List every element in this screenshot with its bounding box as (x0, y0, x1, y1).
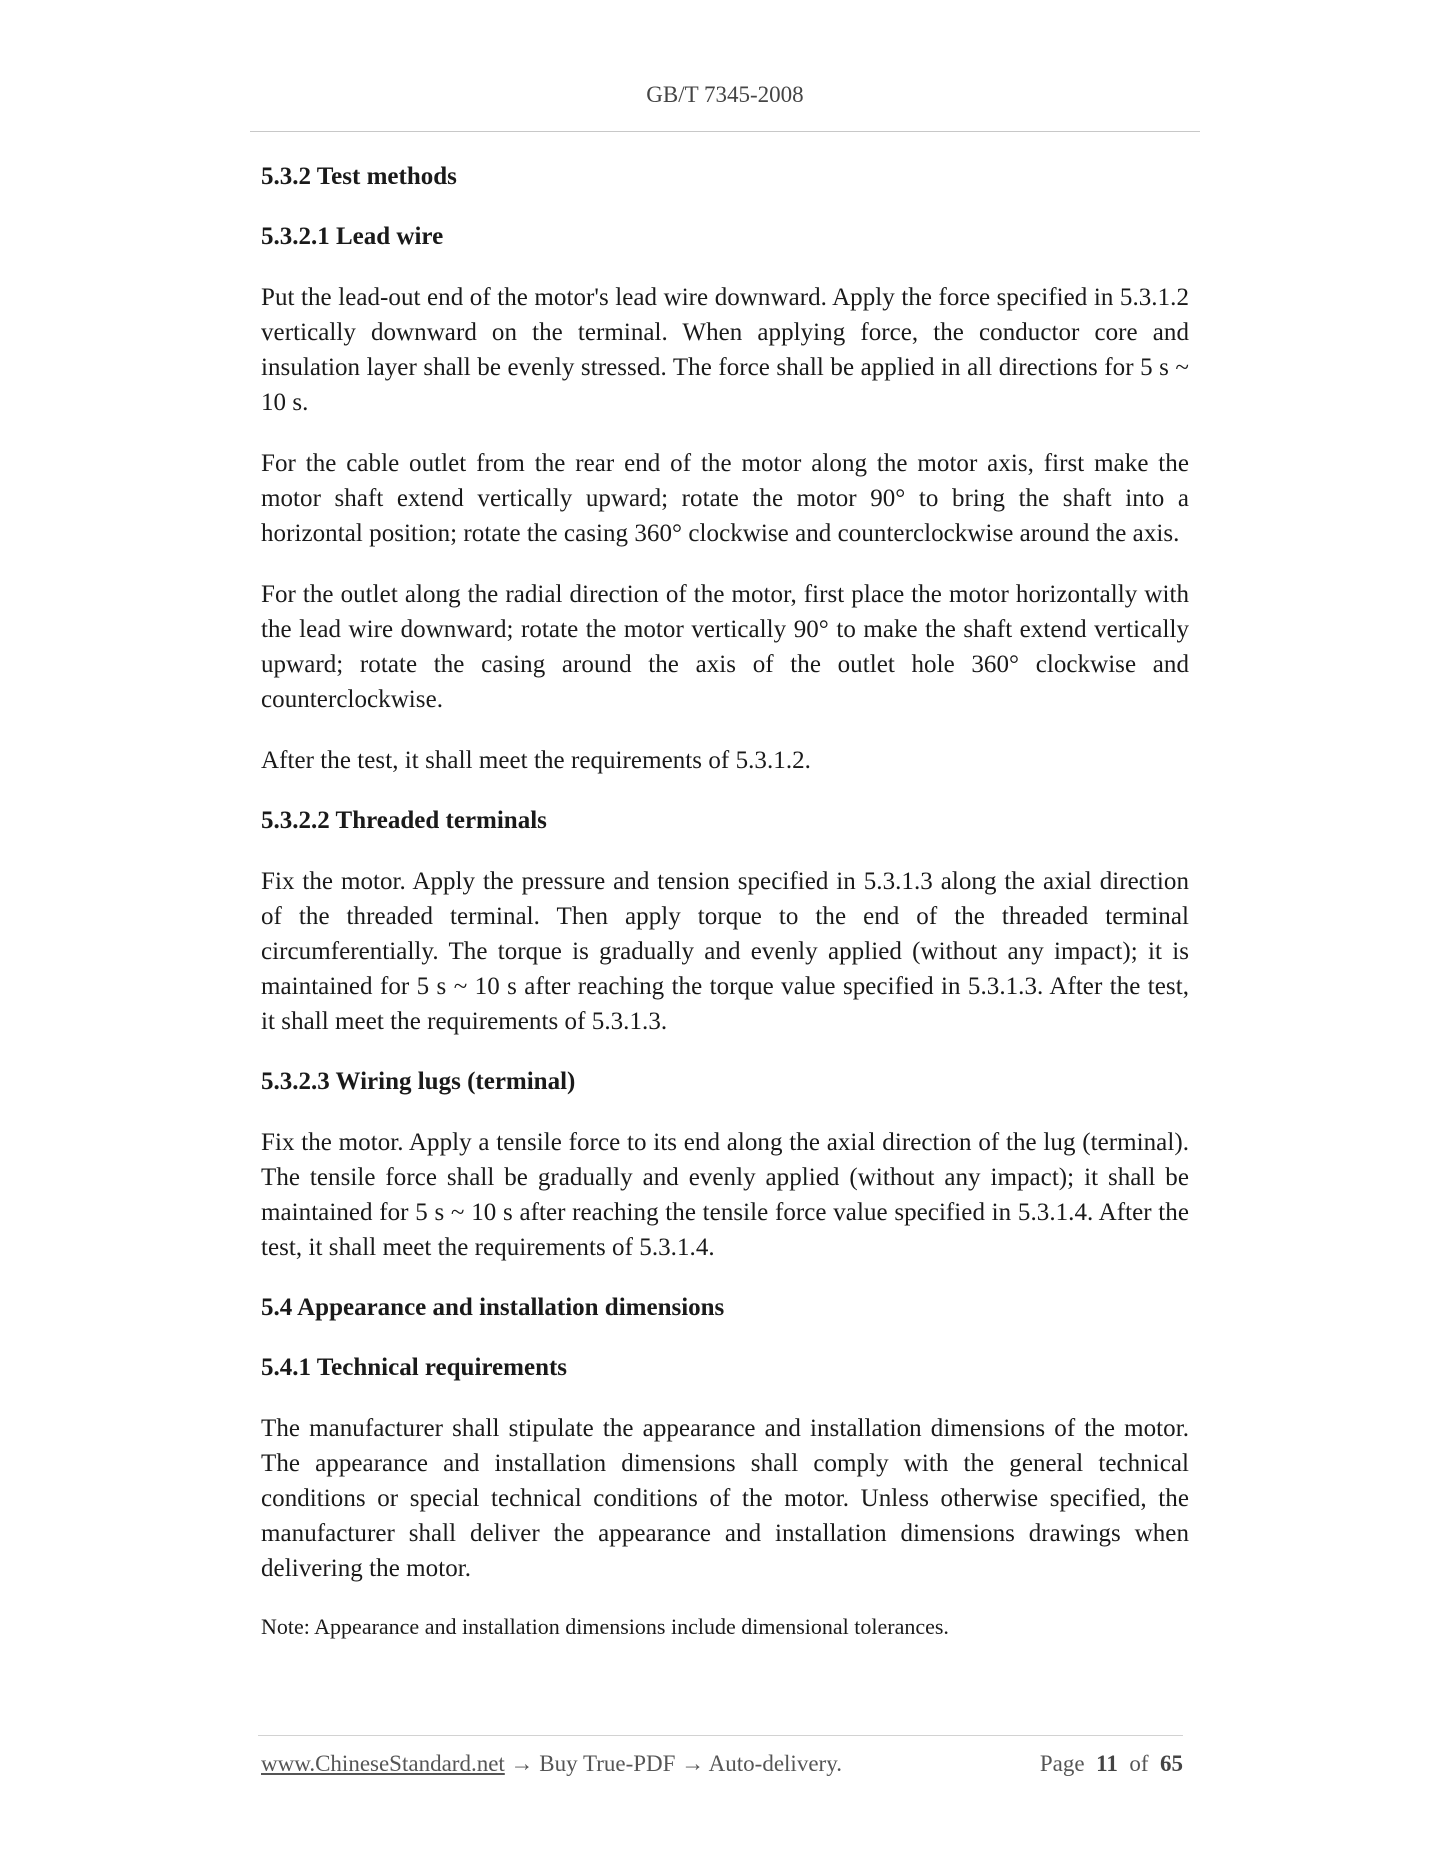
note-dimensional-tolerances: Note: Appearance and installation dimensions include dimensional tolerances. (261, 1614, 949, 1639)
paragraph-lead-wire-force: Put the lead-out end of the motor's lead wire downward. Apply the force specified in 5.3.1.2 vertically downward on the terminal. When applying force, the conductor core and insulation layer shall be evenly stressed. The force shall be applied in all directions for 5 s ~ 10 s. (261, 284, 1189, 416)
page-header: GB/T 7345-2008 (646, 82, 804, 107)
heading-5-3-2-3: 5.3.2.3 Wiring lugs (terminal) (261, 1068, 576, 1095)
website-link[interactable]: www.ChineseStandard.net (261, 1751, 505, 1776)
footer-divider (258, 1735, 1183, 1736)
paragraph-technical-requirements: The manufacturer shall stipulate the appearance and installation dimensions of the motor. The appearance and installation dimensions shall comply with the general technical conditions or special technical conditions of the motor. Unless otherwise specified, the manufacturer shall deliver the appearance and installation dimensions drawings when delivering the motor. (261, 1415, 1189, 1582)
document-body (261, 160, 1189, 1642)
paragraph-rear-outlet: For the cable outlet from the rear end of the motor along the motor axis, first make the motor shaft extend vertically upward; rotate the motor 90° to bring the shaft into a horizontal position; rotate the casing 360° clockwise and counterclockwise around the axis. (261, 450, 1189, 547)
heading-5-4: 5.4 Appearance and installation dimensions (261, 1294, 725, 1321)
current-page: 11 (1096, 1751, 1118, 1776)
page-number (1040, 1751, 1183, 1777)
header-divider (250, 131, 1200, 132)
paragraph-radial-outlet: For the outlet along the radial direction of the motor, first place the motor horizontally with the lead wire downward; rotate the motor vertically 90° to make the shaft extend vertically upward; rotate the casing around the axis of the outlet hole 360° clockwise and counterclockwise. (261, 581, 1189, 713)
footer-promo (261, 1751, 842, 1777)
arrow-right-icon: → (510, 1751, 534, 1776)
arrow-right-icon: → (681, 1751, 705, 1776)
heading-5-3-2-2: 5.3.2.2 Threaded terminals (261, 807, 547, 834)
page-label: Page (1039, 1751, 1085, 1776)
auto-delivery-text: Auto-delivery. (708, 1751, 842, 1776)
paragraph-wiring-lugs: Fix the motor. Apply a tensile force to its end along the axial direction of the lug (terminal). The tensile force shall be gradually and evenly applied (without any impact); it shall be maintained for 5 s ~ 10 s after reaching the tensile force value specified in 5.3.1.4. After the test, it shall meet the requirements of 5.3.1.4. (261, 1129, 1189, 1261)
heading-5-3-2: 5.3.2 Test methods (261, 163, 457, 190)
of-label: of (1129, 1751, 1149, 1776)
buy-true-pdf-text: Buy True-PDF (539, 1751, 676, 1776)
paragraph-lead-wire-result: After the test, it shall meet the requirements of 5.3.1.2. (261, 747, 811, 774)
heading-5-3-2-1: 5.3.2.1 Lead wire (261, 223, 444, 250)
heading-5-4-1: 5.4.1 Technical requirements (261, 1354, 568, 1381)
paragraph-threaded-terminals: Fix the motor. Apply the pressure and tension specified in 5.3.1.3 along the axial direction of the threaded terminal. Then apply torque to the end of the threaded terminal circumferentially. The torque is gradually and evenly applied (without any impact); it is maintained for 5 s ~ 10 s after reaching the torque value specified in 5.3.1.3. After the test, it shall meet the requirements of 5.3.1.3. (261, 868, 1189, 1035)
page-footer (261, 1751, 1183, 1785)
total-pages: 65 (1160, 1751, 1183, 1776)
